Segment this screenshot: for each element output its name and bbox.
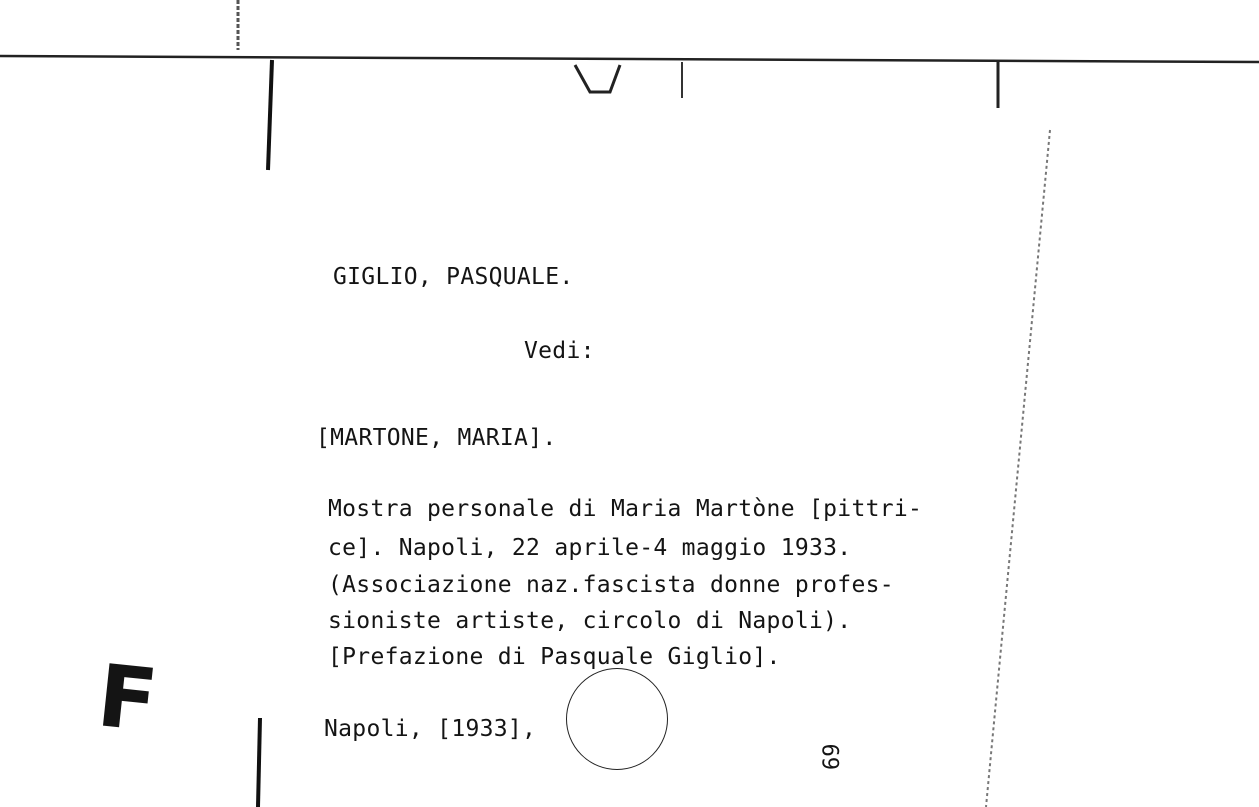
card-right-edge (986, 130, 1050, 807)
stamp-circle (566, 668, 668, 770)
imprint: Napoli, [1933], (324, 716, 537, 742)
referenced-author: [MARTONE, MARIA]. (316, 425, 557, 451)
file-letter-marker: F (92, 646, 162, 752)
description-line: ce]. Napoli, 22 aprile-4 maggio 1933. (328, 535, 852, 561)
see-reference-label: Vedi: (524, 338, 595, 364)
card-left-edge-top (268, 60, 272, 170)
description-line: (Associazione naz.fascista donne profes- (328, 572, 894, 598)
card-left-edge-bottom (258, 718, 260, 807)
description-line: [Prefazione di Pasquale Giglio]. (328, 644, 781, 670)
card-top-edge (0, 56, 1259, 62)
top-fragment (575, 65, 620, 92)
card-heading: GIGLIO, PASQUALE. (333, 264, 574, 290)
edge-digits: 69 (820, 743, 845, 770)
description-line: sioniste artiste, circolo di Napoli). (328, 608, 852, 634)
description-line: Mostra personale di Maria Martòne [pittri- (328, 496, 923, 522)
